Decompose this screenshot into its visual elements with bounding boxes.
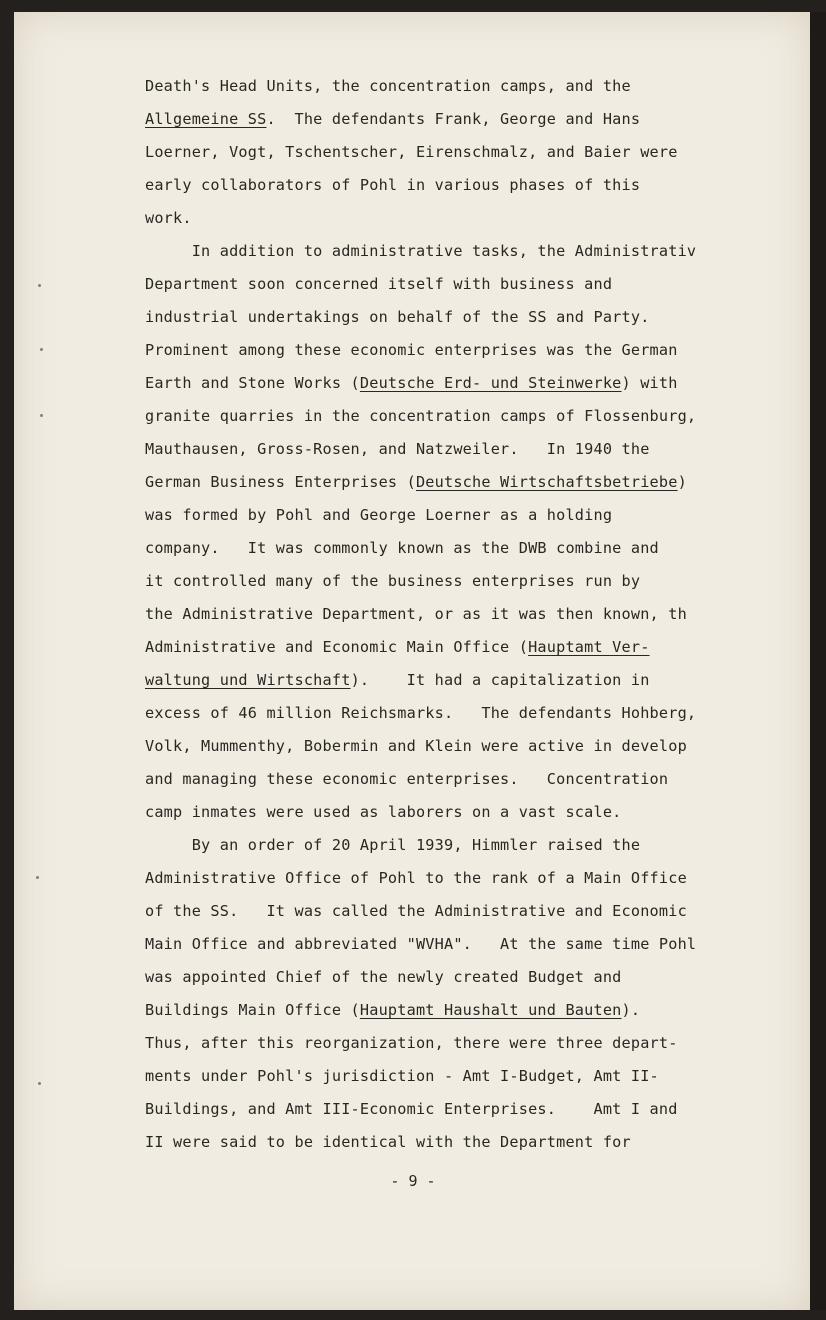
text-line [145,598,805,631]
text-line [145,136,805,169]
underlined-term: Deutsche Erd- und Steinwerke [359,374,622,392]
text-line [145,862,805,895]
underlined-term: Hauptamt Haushalt und Bauten [359,1001,622,1019]
margin-speck [36,876,39,879]
margin-speck [40,414,43,417]
text-run: was appointed Chief of the newly created Budget and [145,968,622,986]
text-line [145,994,805,1027]
text-line [145,499,805,532]
text-run: Prominent among these economic enterprises was the German [145,341,678,359]
typed-text-block [145,70,805,1159]
underlined-term: Allgemeine SS [145,110,267,128]
text-line [145,301,805,334]
text-run: camp inmates were used as laborers on a vast scale. [145,803,622,821]
text-run: it controlled many of the business enterprises run by [145,572,641,590]
page-edge-shadow [810,12,826,1310]
text-line [145,664,805,697]
text-line [145,532,805,565]
text-run: ments under Pohl's jurisdiction - Amt I-Budget, Amt II- [145,1067,659,1085]
text-run: and managing these economic enterprises. Concentration [145,770,669,788]
text-run: ) with [621,374,678,392]
text-line [145,730,805,763]
text-line [145,334,805,367]
margin-speck [40,348,43,351]
underlined-term: Hauptamt Ver- [528,638,650,656]
text-line [145,103,805,136]
text-line [145,961,805,994]
text-line [145,763,805,796]
text-line [145,202,805,235]
text-run: industrial undertakings on behalf of the SS and Party. [145,308,650,326]
text-run: ). It had a capitalization in [350,671,650,689]
text-run: Department soon concerned itself with business and [145,275,613,293]
margin-speck [38,1082,41,1085]
text-line [145,895,805,928]
text-line [145,829,805,862]
text-line [145,235,805,268]
text-run: Administrative and Economic Main Office ( [145,638,529,656]
text-line [145,433,805,466]
text-run: Earth and Stone Works ( [145,374,360,392]
text-run: Volk, Mummenthy, Bobermin and Klein were active in develop [145,737,687,755]
text-run: Administrative Office of Pohl to the rank of a Main Office [145,869,687,887]
text-line [145,268,805,301]
text-run: Loerner, Vogt, Tschentscher, Eirenschmalz, and Baier were [145,143,678,161]
text-run: Buildings Main Office ( [145,1001,360,1019]
text-line [145,367,805,400]
text-run: Thus, after this reorganization, there were three depart- [145,1034,678,1052]
margin-speck [38,284,41,287]
text-run: . The defendants Frank, George and Hans [266,110,641,128]
text-line [145,1027,805,1060]
text-line [145,169,805,202]
text-run: of the SS. It was called the Administrative and Economic [145,902,687,920]
text-run: By an order of 20 April 1939, Himmler raised the [145,836,641,854]
text-line [145,1126,805,1159]
text-run: work. [145,209,192,227]
text-line [145,400,805,433]
text-line [145,565,805,598]
text-run: company. It was commonly known as the DWB combine and [145,539,659,557]
text-run: ). [621,1001,641,1019]
text-line [145,928,805,961]
underlined-term: Deutsche Wirtschaftsbetriebe [415,473,678,491]
text-run: excess of 46 million Reichsmarks. The defendants Hohberg, [145,704,697,722]
text-line [145,70,805,103]
underlined-term: waltung und Wirtschaft [145,671,351,689]
text-line [145,466,805,499]
text-run: ) [677,473,687,491]
text-run: Mauthausen, Gross-Rosen, and Natzweiler. In 1940 the [145,440,650,458]
text-run: Death's Head Units, the concentration camps, and the [145,77,631,95]
text-run: Main Office and abbreviated "WVHA". At the same time Pohl [145,935,697,953]
text-run: early collaborators of Pohl in various phases of this [145,176,641,194]
text-line [145,631,805,664]
page-number: - 9 - [390,1172,436,1190]
text-run: granite quarries in the concentration camps of Flossenburg, [145,407,697,425]
text-run: German Business Enterprises ( [145,473,416,491]
text-run: In addition to administrative tasks, the Administrativ [145,242,697,260]
text-run: was formed by Pohl and George Loerner as a holding [145,506,613,524]
text-line [145,796,805,829]
text-line [145,697,805,730]
text-run: Buildings, and Amt III-Economic Enterprises. Amt I and [145,1100,678,1118]
text-run: the Administrative Department, or as it was then known, th [145,605,687,623]
text-line [145,1060,805,1093]
text-run: II were said to be identical with the Department for [145,1133,631,1151]
text-line [145,1093,805,1126]
